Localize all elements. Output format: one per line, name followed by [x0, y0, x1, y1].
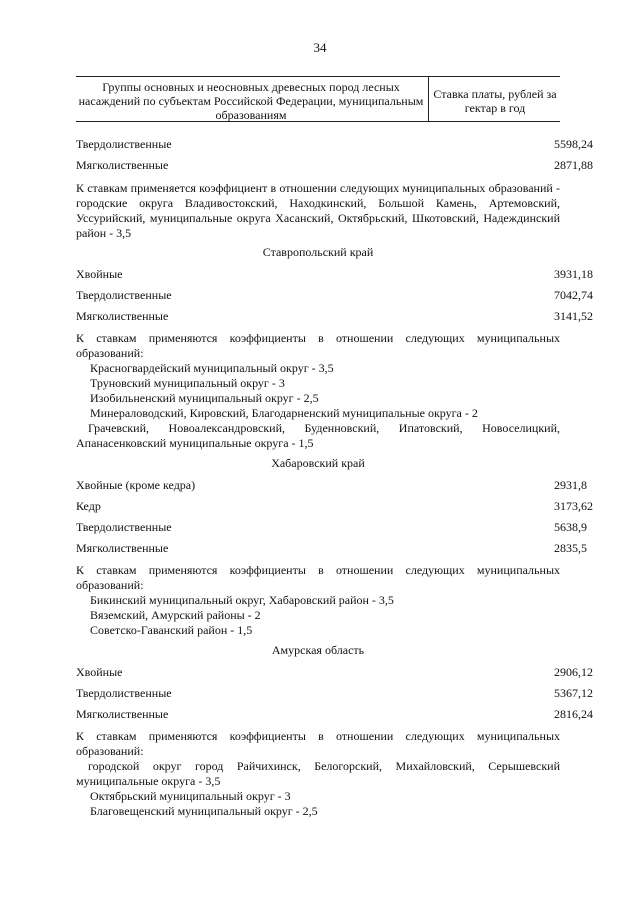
species-name: Мягколиственные	[76, 707, 169, 721]
list-item: Изобильненский муниципальный округ - 2,5	[90, 391, 319, 405]
species-name: Мягколиственные	[76, 541, 169, 555]
list-item: Красногвардейский муниципальный округ - 3,5	[90, 361, 334, 375]
region-title: Амурская область	[271, 643, 365, 657]
table-header	[76, 76, 560, 122]
table-row	[76, 519, 587, 535]
list-item: Минераловодский, Кировский, Благодарненский муниципальные округа - 2	[90, 406, 478, 420]
rate-value: 5598,24	[554, 137, 593, 151]
rate-value: 7042,74	[554, 288, 593, 302]
list-item: Вяземский, Амурский районы - 2	[90, 608, 261, 622]
coefficient-note: К ставкам применяются коэффициенты в отношении следующих муниципальных образований:	[76, 563, 560, 592]
species-name: Хвойные (кроме кедра)	[76, 478, 196, 492]
rate-value: 2871,88	[554, 158, 593, 172]
species-name: Мягколиственные	[76, 158, 169, 172]
rate-value: 5367,12	[554, 686, 593, 700]
species-name: Мягколиственные	[76, 309, 169, 323]
page-number: 34	[313, 40, 327, 55]
list-item: Советско-Гаванский район - 1,5	[90, 623, 253, 637]
table-row	[76, 540, 587, 556]
table-row	[76, 266, 593, 282]
coefficient-note: К ставкам применяются коэффициенты в отношении следующих муниципальных образований:	[76, 331, 560, 360]
rate-value: 3931,18	[554, 267, 593, 281]
table-row	[76, 308, 593, 324]
rate-value: 2906,12	[554, 665, 593, 679]
list-item: Благовещенский муниципальный округ - 2,5	[90, 804, 318, 818]
table-row	[76, 685, 593, 701]
table-row	[76, 136, 593, 152]
list-item: Бикинский муниципальный округ, Хабаровский район - 3,5	[90, 593, 394, 607]
species-name: Кедр	[76, 499, 101, 513]
coefficient-note: К ставкам применяется коэффициент в отношении следующих муниципальных образований - городские округа Владивостокский, Находкинский, Большой Камень, Артемовский, Уссурийский, муниципальные округа Хасанский, Октябрьский, Шкотовский, Надеждинский район - 3,5	[76, 181, 560, 240]
rate-value: 2835,5	[554, 541, 587, 555]
header-rate: Ставка платы, рублей за гектар в год	[433, 87, 557, 115]
species-name: Твердолиственные	[76, 288, 172, 302]
list-item: Труновский муниципальный округ - 3	[90, 376, 285, 390]
rate-value: 2931,8	[554, 478, 587, 492]
species-name: Твердолиственные	[76, 686, 172, 700]
species-name: Хвойные	[76, 665, 123, 679]
coefficient-note: К ставкам применяются коэффициенты в отношении следующих муниципальных образований:	[76, 729, 560, 758]
species-name: Твердолиственные	[76, 520, 172, 534]
region-title: Хабаровский край	[271, 456, 365, 470]
list-item: Октябрьский муниципальный округ - 3	[90, 789, 291, 803]
table-row	[76, 287, 593, 303]
rate-value: 3141,52	[554, 309, 593, 323]
species-name: Твердолиственные	[76, 137, 172, 151]
rate-value: 2816,24	[554, 707, 593, 721]
species-name: Хвойные	[76, 267, 123, 281]
header-divider	[428, 77, 429, 121]
table-row	[76, 157, 593, 173]
table-row	[76, 498, 593, 514]
rate-value: 5638,9	[554, 520, 587, 534]
list-item: Грачевский, Новоалександровский, Буденновский, Ипатовский, Новоселицкий, Апанасенковский муниципальные округа - 1,5	[76, 421, 560, 450]
table-row	[76, 477, 587, 493]
region-title: Ставропольский край	[262, 245, 374, 259]
table-row	[76, 706, 593, 722]
header-species-groups: Группы основных и неосновных древесных пород лесных насаждений по субъектам Российской Федерации, муниципальным образованиям	[78, 80, 424, 122]
table-row	[76, 664, 593, 680]
list-item: городской округ город Райчихинск, Белогорский, Михайловский, Серышевский муниципальные округа - 3,5	[76, 759, 560, 788]
rate-value: 3173,62	[554, 499, 593, 513]
